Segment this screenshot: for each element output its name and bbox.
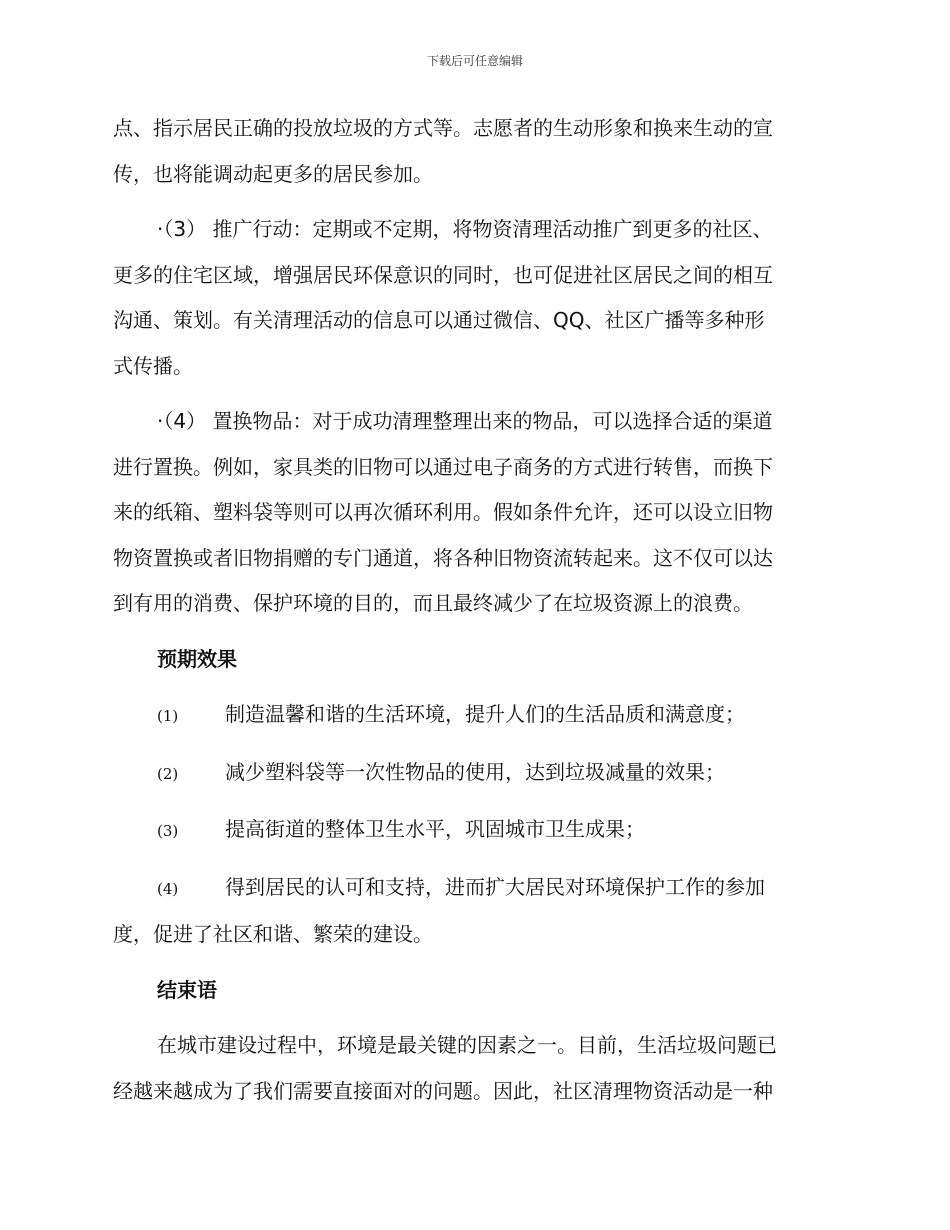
paragraph-line: 到有用的消费、保护环境的目的，而且最终减少了在垃圾资源上的浪费。 (113, 591, 753, 615)
numbered-item (113, 750, 838, 798)
numbered-item (113, 865, 838, 913)
paragraph-line: 点、指示居民正确的投放垃圾的方式等。志愿者的生动形象和换来生动的宣 (113, 116, 773, 140)
item-text: 得到居民的认可和支持，进而扩大居民对环境保护工作的参加 (225, 874, 765, 899)
numbered-item (113, 807, 838, 855)
paragraph-line: 式传播。 (113, 353, 193, 378)
paragraph-line: 进行置换。例如，家具类的旧物可以通过电子商务的方式进行转售，而换下 (113, 454, 773, 479)
item-number: (1) (157, 707, 179, 725)
paragraph-line: 在城市建设过程中，环境是最关键的因素之一。目前，生活垃圾问题已 (157, 1033, 777, 1057)
page-header: 下载后可任意编辑 (426, 54, 523, 68)
paragraph-line: 沟通、策划。有关清理活动的信息可以通过微信、QQ、社区广播等多种形 (113, 308, 765, 332)
document-body (113, 106, 838, 1114)
numbered-item (113, 692, 838, 740)
item-text: 减少塑料袋等一次性物品的使用，达到垃圾减量的效果； (225, 759, 725, 784)
paragraph-line: 物资置换或者旧物捐赠的专门通道，将各种旧物资流转起来。这不仅可以达 (113, 545, 773, 570)
paragraph-line: 传，也将能调动起更多的居民参加。 (113, 161, 433, 186)
numbered-item-continuation: 度，促进了社区和谐、繁荣的建设。 (113, 922, 433, 946)
item-number: (2) (157, 764, 179, 783)
item-text: 制造温馨和谐的生活环境，提升人们的生活品质和满意度； (225, 702, 745, 726)
paragraph-line: 经越来越成为了我们需要直接面对的问题。因此，社区清理物资活动是一种 (113, 1078, 773, 1103)
item-text: 提高街道的整体卫生水平，巩固城市卫生成果； (225, 817, 645, 841)
bullet-item-exchange: ·（4） 置换物品：对于成功清理整理出来的物品，可以选择合适的渠道 (157, 409, 773, 433)
section-heading-conclusion: 结束语 (157, 977, 217, 1002)
item-number: (4) (157, 879, 179, 898)
section-heading-expected-effects: 预期效果 (157, 646, 237, 671)
item-number: (3) (157, 822, 179, 840)
paragraph-line: 更多的住宅区域，增强居民环保意识的同时，也可促进社区居民之间的相互 (113, 262, 773, 287)
paragraph-line: 来的纸箱、塑料袋等则可以再次循环利用。假如条件允许，还可以设立旧物 (113, 500, 773, 524)
bullet-item-promotion: ·（3） 推广行动：定期或不定期，将物资清理活动推广到更多的社区、 (157, 217, 773, 241)
